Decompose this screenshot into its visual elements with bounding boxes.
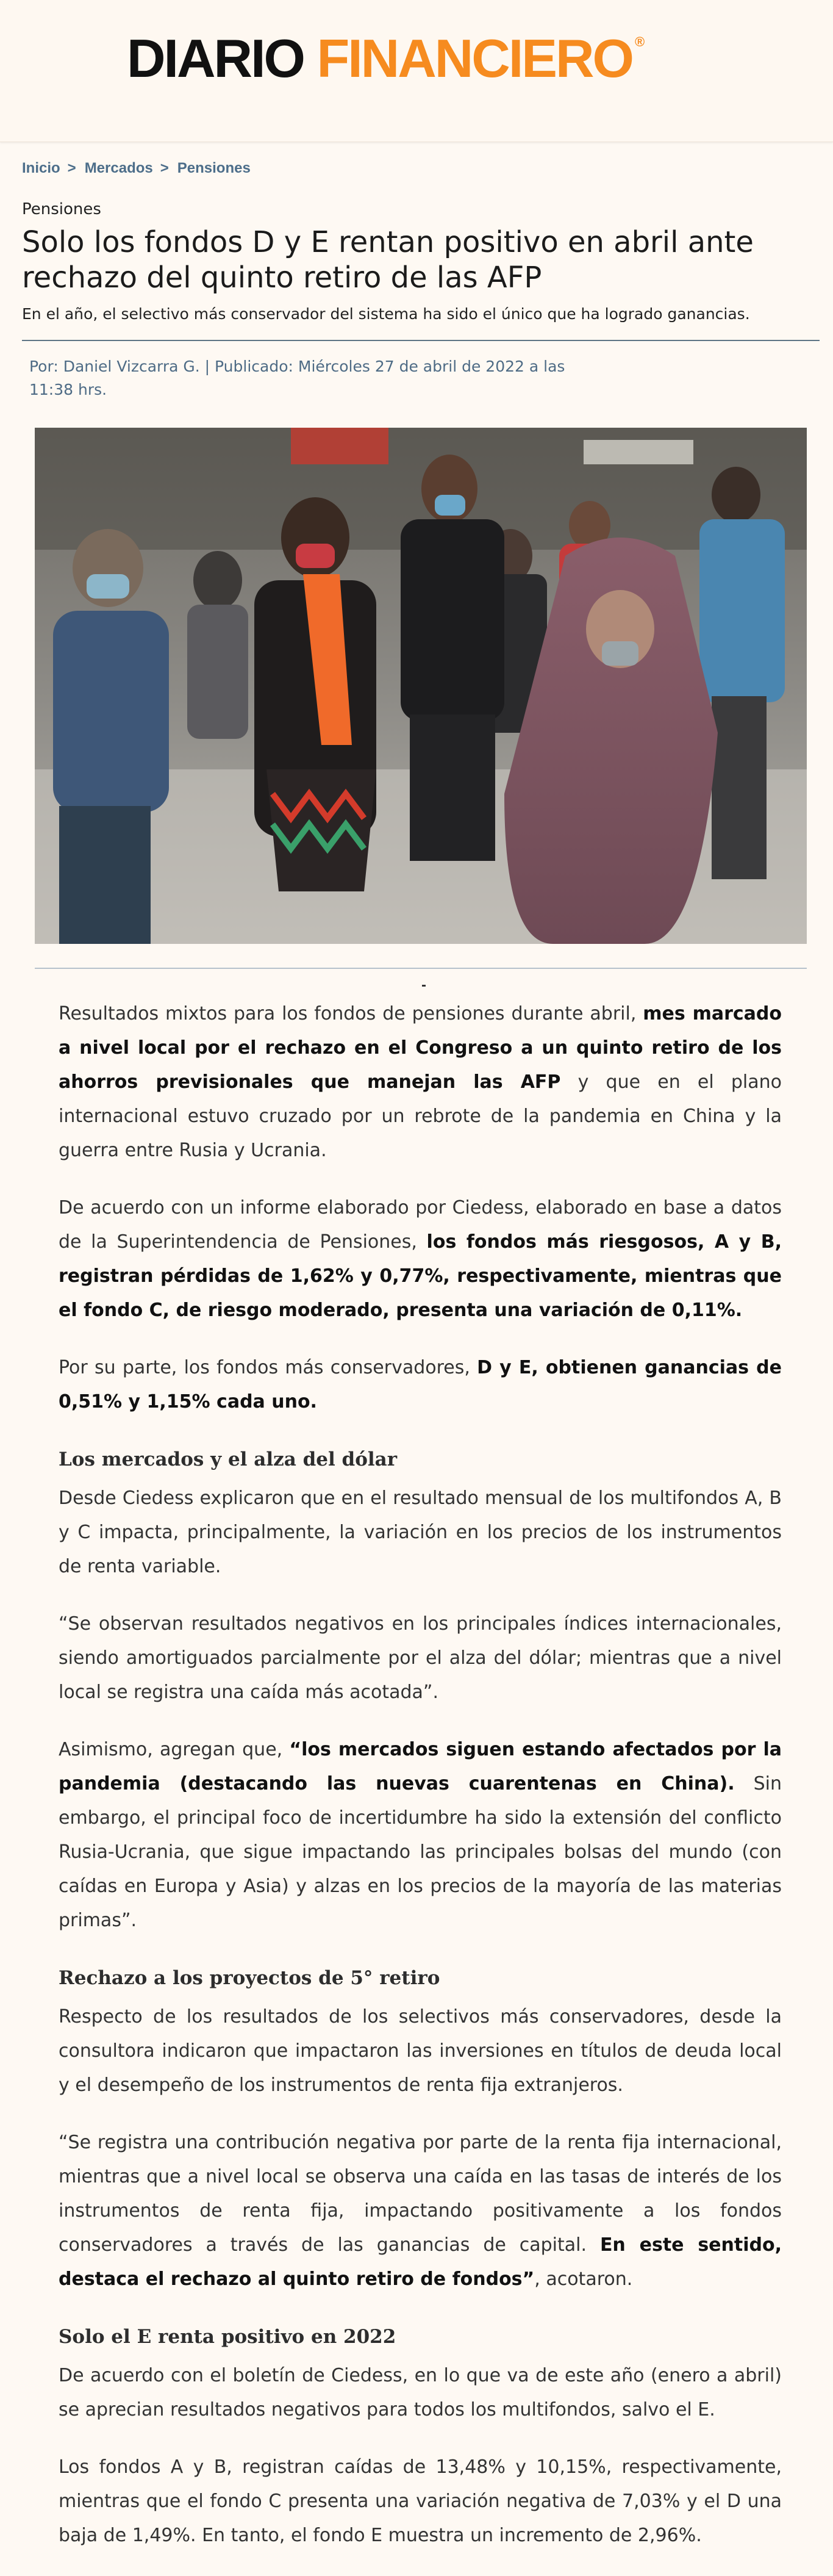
article-title: Solo los fondos D y E rentan positivo en abril ante rechazo del quinto retiro de las AFP (22, 225, 754, 295)
subheading-mercados: Los mercados y el alza del dólar (59, 1448, 398, 1470)
registered-mark: ® (635, 34, 645, 49)
site-header (0, 0, 833, 142)
paragraph: De acuerdo con un informe elaborado por Ciedess, elaborado en base a datos de la Superintendencia de Pensiones, los fondos más riesgosos, A y B, registran pérdidas de 1,62% y 0,77%, respectivamente, mientras que el fondo C, de riesgo moderado, presenta una variación de 0,11%. (59, 1197, 782, 1321)
paragraph: Asimismo, agregan que, “los mercados siguen estando afectados por la pandemia (destacando las nuevas cuarentenas en China). Sin embargo, el principal foco de incertidumbre ha sido la extensión del conflicto Rusia-Ucrania, que sigue impactando las principales bolsas del mundo (con caídas en Europa y Asia) y alzas en los precios de la mayoría de las materias primas”. (59, 1739, 782, 1931)
breadcrumb-mercados[interactable]: Mercados (84, 160, 153, 176)
photo-caption-marker (422, 985, 426, 987)
site-logo[interactable] (127, 28, 645, 88)
paragraph: Los fondos A y B, registran caídas de 13,48% y 10,15%, respectivamente, mientras que el fondo C presenta una variación negativa de 7,03% y el D una baja de 1,49%. En tanto, el fondo E muestra un incremento de 2,96%. (59, 2456, 782, 2546)
street-crowd-photo (35, 428, 807, 944)
logo-word-diario: DIARIO (127, 28, 304, 88)
paragraph: Desde Ciedess explicaron que en el resultado mensual de los multifondos A, B y C impacta, principalmente, la variación en los precios de los instrumentos de renta variable. (59, 1488, 782, 1577)
breadcrumb-pensiones[interactable]: Pensiones (177, 160, 251, 176)
paragraph: “Se observan resultados negativos en los principales índices internacionales, siendo amortiguados parcialmente por el alza del dólar; mientras que a nivel local se registra una caída más acotada”. (59, 1613, 782, 1703)
subheading-rechazo: Rechazo a los proyectos de 5° retiro (59, 1967, 440, 1989)
article-subtitle: En el año, el selectivo más conservador del sistema ha sido el único que ha logrado ganancias. (22, 305, 750, 323)
paragraph: “Se registra una contribución negativa por parte de la renta fija internacional, mientras que a nivel local se observa una caída en las tasas de interés de los instrumentos de renta fija, impactando positivamente a los fondos conservadores a través de las ganancias de capital. En este sentido, destaca el rechazo al quinto retiro de fondos”, acotaron. (59, 2132, 782, 2290)
logo-word-financiero: FINANCIERO (316, 28, 633, 88)
header-divider (22, 340, 820, 341)
paragraph: Respecto de los resultados de los selectivos más conservadores, desde la consultora indicaron que impactaron las inversiones en títulos de deuda local y el desempeño de los instrumentos de renta fija extranjeros. (59, 2006, 782, 2096)
paragraph: Resultados mixtos para los fondos de pensiones durante abril, mes marcado a nivel local por el rechazo en el Congreso a un quinto retiro de los ahorros previsionales que manejan las AFP y que en el plano internacional estuvo cruzado por un rebrote de la pandemia en China y la guerra entre Rusia y Ucrania. (59, 1003, 782, 1161)
article-body (59, 997, 782, 2576)
article-byline: Por: Daniel Vizcarra G. | Publicado: Miércoles 27 de abril de 2022 a las 11:38 hrs. (29, 358, 565, 398)
breadcrumb-inicio[interactable]: Inicio (22, 160, 60, 176)
section-label: Pensiones (22, 200, 101, 218)
subheading-fondo-e: Solo el E renta positivo en 2022 (59, 2326, 396, 2348)
photo-divider (35, 968, 807, 969)
paragraph: Por su parte, los fondos más conservadores, D y E, obtienen ganancias de 0,51% y 1,15% cada uno. (59, 1357, 782, 1412)
article-photo (35, 428, 807, 944)
paragraph: De acuerdo con el boletín de Ciedess, en lo que va de este año (enero a abril) se aprecian resultados negativos para todos los multifondos, salvo el E. (59, 2365, 782, 2420)
breadcrumb-separator: > (67, 160, 76, 176)
breadcrumb-separator: > (160, 160, 169, 176)
breadcrumb (22, 160, 251, 177)
